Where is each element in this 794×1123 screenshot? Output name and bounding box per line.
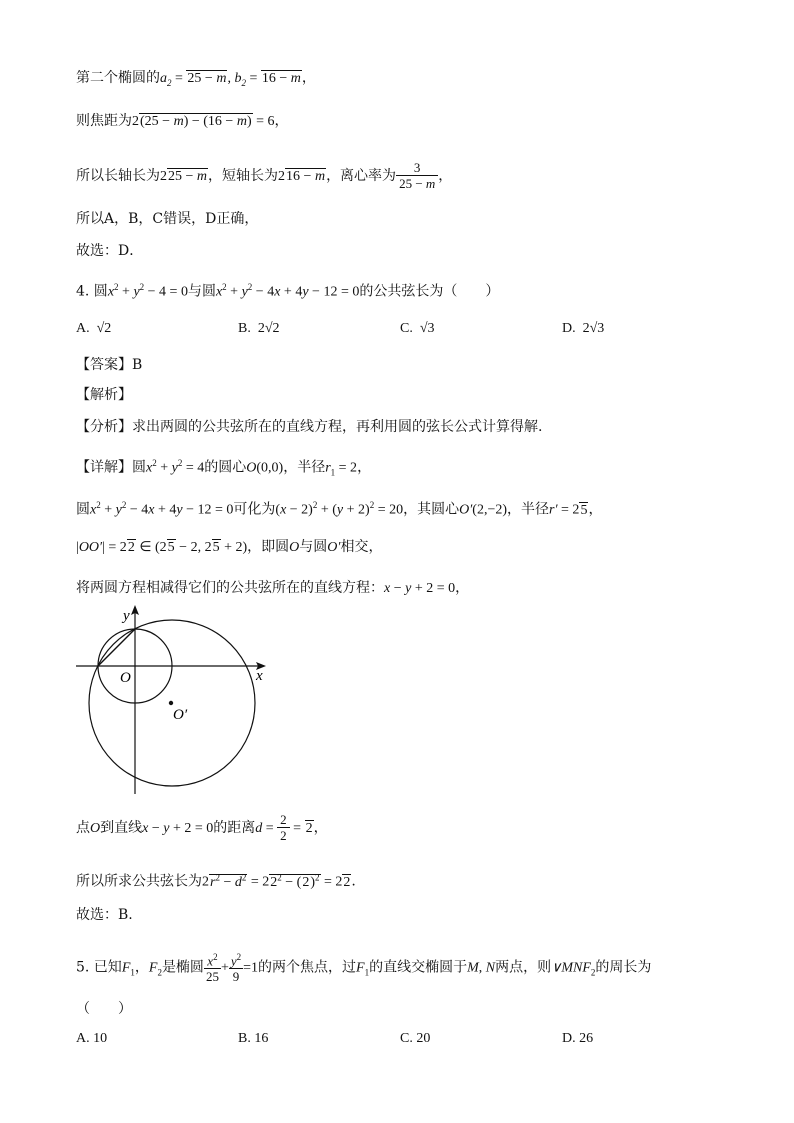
text: 则焦距为 [76, 113, 132, 129]
option-label: D. [562, 1031, 576, 1046]
text: ， [588, 501, 603, 518]
formula: 2(25 − m) − (16 − m) = 6 [132, 114, 275, 129]
option-label: A. [76, 1031, 90, 1046]
text: ， [274, 113, 289, 129]
fenxi-text: 求出两圆的公共弦所在的直线方程，再利用圆的弦长公式计算得解. [132, 419, 543, 435]
text: ， [455, 580, 470, 596]
xiangjie-line-5: 点O到直线x − y + 2 = 0的距离d = $\frac{2}{2}$ = 2， [76, 812, 328, 843]
line-choose-d: 故选：D． [76, 243, 144, 259]
text: ， [438, 168, 453, 184]
text: 所以长轴长为 [76, 168, 160, 184]
text: 的周长为 [595, 959, 652, 976]
distance-fraction: $\frac{2}{2}$ [277, 812, 290, 844]
option-value: 2√3 [582, 321, 605, 336]
text: 到直线 [100, 820, 143, 836]
option-label: B. [238, 321, 251, 336]
option-label: A. [76, 321, 90, 336]
xiangjie-line-2: 圆$x^2 + y^2 - 4x + 4y - 12 = 0$可化为$(x - 2)^2 + (y + 2)^2 = 20$，其圆心O′(2,−2)，半径r′ = 25， [76, 500, 603, 518]
point-o-prime [169, 701, 173, 705]
fenxi-line [76, 416, 542, 438]
q4-option-b[interactable] [238, 318, 280, 340]
text: ，短轴长为 [208, 168, 279, 184]
text: 是椭圆 [161, 959, 204, 976]
y-label: y [123, 608, 130, 624]
option-label: C. [400, 1031, 413, 1046]
q5-option-d[interactable] [562, 1028, 593, 1050]
formula: $a_2$ [160, 71, 172, 88]
xiangjie-line-4: 将两圆方程相减得它们的公共弦所在的直线方程：x − y + 2 = 0， [76, 580, 470, 596]
text: ， [357, 459, 372, 476]
ellipse-x-term: $\frac{x^2}{25}$ [205, 952, 219, 985]
circles-figure [70, 600, 280, 810]
line-conclusion: 所以A，B，C错误，D正确， [76, 211, 259, 227]
text: 相交， [340, 539, 383, 555]
q5-option-a[interactable] [76, 1028, 107, 1050]
text: 的直线交椭圆于 [369, 959, 468, 976]
xiangjie-tag: 【详解】 [76, 459, 132, 476]
option-value: 10 [93, 1031, 108, 1046]
analysis-tag: 【解析】 [76, 387, 132, 403]
line-focal-distance [76, 110, 289, 133]
text: ，其圆心 [403, 501, 460, 518]
answer-tag: 【答案】B [76, 357, 143, 373]
q4-option-d[interactable] [562, 318, 604, 340]
text: ，半径 [507, 501, 550, 518]
text: 圆 [76, 501, 90, 518]
text: 点 [76, 820, 90, 836]
o-prime-label: O′ [173, 707, 188, 723]
text: 4. 圆 [76, 283, 108, 300]
option-value: √2 [96, 321, 112, 336]
text: 可化为 [233, 501, 276, 518]
text: 的圆心 [204, 459, 247, 476]
text: 两点，则 [495, 959, 552, 976]
xiangjie-line-3: |OO′| = 22 ∈ (25 − 2, 25 + 2)，即圆O与圆O′相交， [76, 539, 383, 555]
q4-option-c[interactable] [400, 318, 435, 340]
origin-label: O [120, 670, 131, 686]
text: 5. 已知 [76, 959, 122, 976]
fenxi-tag: 【分析】 [76, 419, 132, 435]
text: 圆 [132, 459, 146, 476]
question-5-stem: 5. 已知$F_1$，$F_2$是椭圆 $\frac{x^2}{25}$ + $\frac{y^2}{9}$ =1的两个焦点，过$F_1$的直线交椭圆于M, N两点，则$\vee MNF_2$的周长为 [76, 952, 652, 985]
text: 与圆 [187, 283, 216, 300]
text: ， [301, 70, 316, 86]
line-axis-lengths: 所以长轴长为225 − m，短轴长为216 − m，离心率为 $\frac{3}{25 - m}$ ， [76, 160, 453, 191]
option-label: D. [562, 321, 576, 336]
q5-option-b[interactable] [238, 1028, 268, 1050]
text: 的公共弦长为（ ） [359, 283, 500, 300]
text: ， [134, 959, 149, 976]
option-value: √3 [419, 321, 435, 336]
final-choice: 故选：B. [76, 907, 133, 923]
xiangjie-line-6: 所以所求公共弦长为$2r^2 - d^2 = 22^2 - (2)^2 = 22$. [76, 872, 356, 890]
eccentricity-fraction: $\frac{3}{25 - m}$ [396, 160, 438, 192]
text: ，离心率为 [326, 168, 397, 184]
option-value: 2√2 [257, 321, 280, 336]
text: ， [313, 820, 328, 836]
text: 将两圆方程相减得它们的公共弦所在的直线方程： [76, 580, 384, 596]
text: 第二个椭圆的 [76, 70, 160, 86]
text: ，半径 [283, 459, 326, 476]
text: 所以所求公共弦长为 [76, 873, 202, 890]
text: . [351, 873, 356, 890]
q4-option-a[interactable] [76, 318, 111, 340]
option-value: 26 [579, 1031, 594, 1046]
x-label: x [256, 668, 263, 684]
option-label: B. [238, 1031, 251, 1046]
option-value: 20 [416, 1031, 431, 1046]
question-4-stem: 4. 圆$x^2 + y^2 - 4 = 0$与圆$x^2 + y^2 - 4x + 4y - 12 = 0$的公共弦长为（ ） [76, 282, 500, 300]
xiangjie-line-1: 【详解】圆$x^2 + y^2 = 4$的圆心O(0,0)，半径$r_1 = 2$， [76, 458, 372, 478]
question-5-paren: （ ） [76, 1001, 132, 1017]
text: 与圆 [299, 539, 328, 555]
q5-option-c[interactable] [400, 1028, 430, 1050]
text: ，即圆 [247, 539, 290, 555]
option-value: 16 [254, 1031, 269, 1046]
option-label: C. [400, 321, 413, 336]
text: 的两个焦点，过 [258, 959, 357, 976]
ellipse-y-term: $\frac{y^2}{9}$ [230, 952, 242, 985]
text: 的距离 [213, 820, 256, 836]
line-second-ellipse: 第二个椭圆的$a_2 = 25 - m$, $b_2 = 16 - m$， [76, 70, 316, 88]
